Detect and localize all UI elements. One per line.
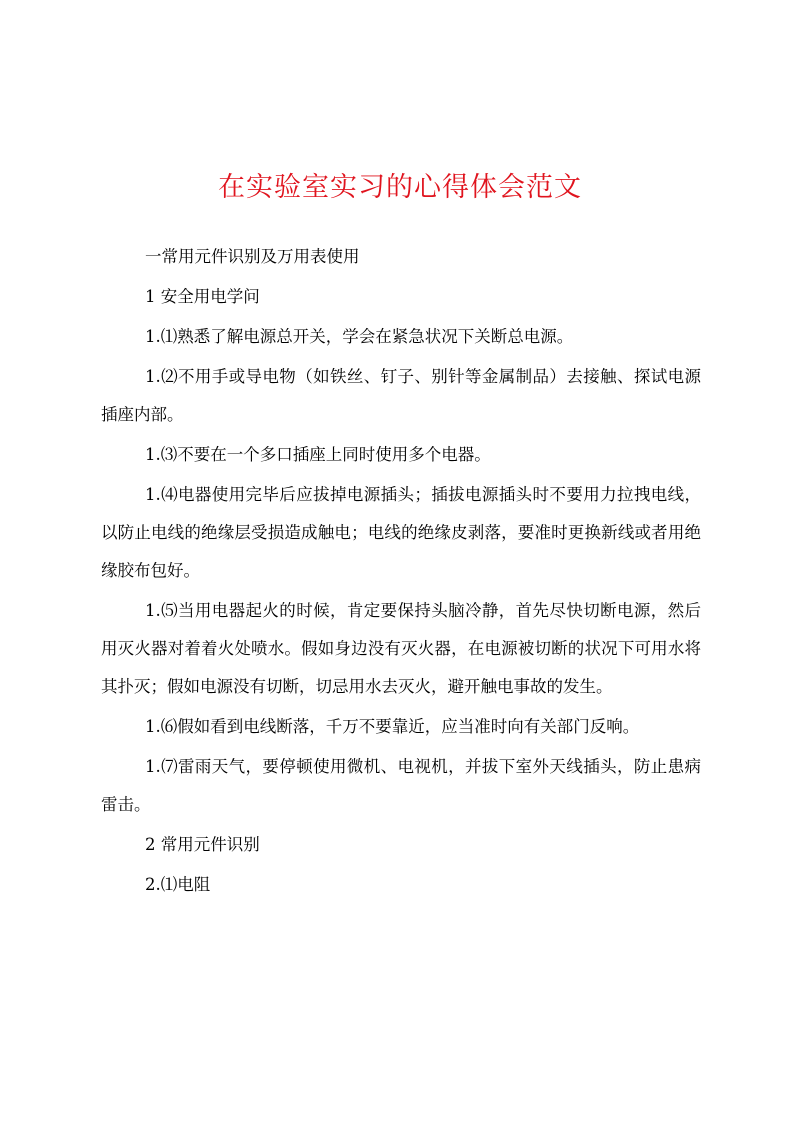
paragraph: 1.⑵不用手或导电物（如铁丝、钉子、别针等金属制品）去接触、探试电源插座内部。 [101, 367, 701, 424]
paragraph: 1.⑶不要在一个多口插座上同时使用多个电器。 [145, 445, 491, 464]
paragraph: 2 常用元件识别 [145, 835, 260, 854]
document-title: 在实验室实习的心得体会范文 [218, 172, 582, 203]
paragraph: 1.⑹假如看到电线断落，千万不要靠近，应当准时向有关部门反响。 [145, 717, 640, 736]
paragraph: 1.⑺雷雨天气，要停顿使用微机、电视机，并拔下室外天线插头，防止患病雷击。 [101, 757, 701, 814]
paragraph: 1 安全用电学问 [145, 287, 260, 306]
paragraph: 2.⑴电阻 [145, 875, 211, 894]
paragraph: 一常用元件识别及万用表使用 [145, 247, 360, 266]
paragraph: 1.⑴熟悉了解电源总开关，学会在紧急状况下关断总电源。 [145, 327, 574, 346]
document-body [101, 238, 701, 904]
paragraph: 1.⑸当用电器起火的时候，肯定要保持头脑冷静，首先尽快切断电源，然后用灭火器对着着火处喷水。假如身边没有灭火器，在电源被切断的状况下可用水将其扑灭；假如电源没有切断，切忌用水去灭火，避开触电事故的发生。 [101, 601, 701, 696]
paragraph: 1.⑷电器使用完毕后应拔掉电源插头；插拔电源插头时不要用力拉拽电线，以防止电线的绝缘层受损造成触电；电线的绝缘皮剥落，要准时更换新线或者用绝缘胶布包好。 [101, 485, 701, 580]
